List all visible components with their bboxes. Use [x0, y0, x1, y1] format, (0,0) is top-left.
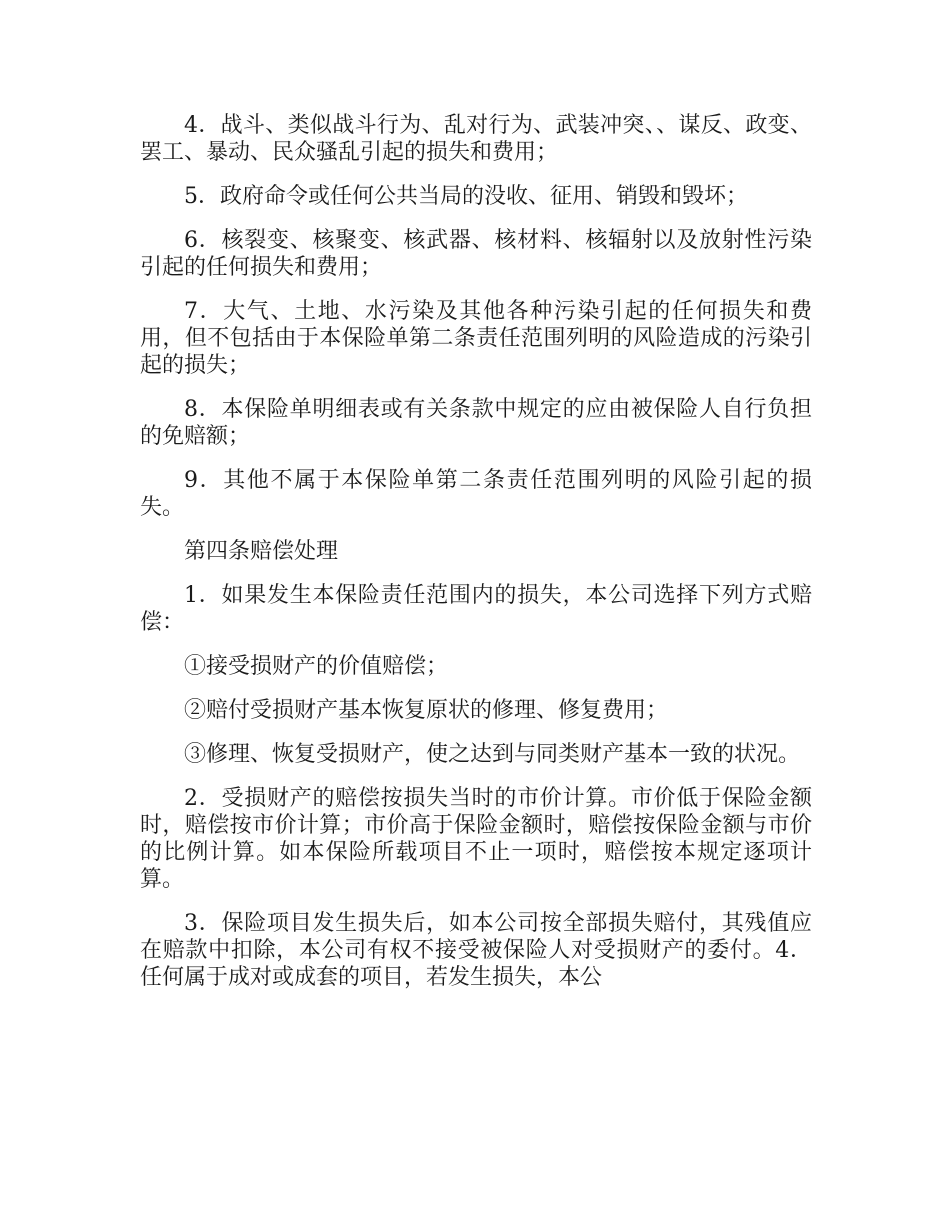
paragraph-exclusion-5: 5．政府命令或任何公共当局的没收、征用、销毁和毁坏；: [184, 184, 748, 209]
section-heading-article-4: 第四条赔偿处理: [184, 539, 339, 564]
paragraph-exclusion-7: 7．大气、土地、水污染及其他各种污染引起的任何损失和费用，但不包括由于本保险单第二条责任范围列明的风险造成的污染引起的损失；: [140, 299, 812, 378]
paragraph-claim-option-3: ③修理、恢复受损财产，使之达到与同类财产基本一致的状况。: [184, 742, 801, 767]
paragraph-claim-1: 1．如果发生本保险责任范围内的损失，本公司选择下列方式赔偿：: [140, 583, 812, 635]
paragraph-claim-3: 3．保险项目发生损失后，如本公司按全部损失赔付，其残值应在赔款中扣除，本公司有权不接受被保险人对受损财产的委付。4．任何属于成对或成套的项目，若发生损失，本公: [140, 911, 812, 990]
paragraph-exclusion-8: 8．本保险单明细表或有关条款中规定的应由被保险人自行负担的免赔额；: [140, 397, 812, 449]
document-body: [140, 112, 812, 1008]
paragraph-exclusion-9: 9．其他不属于本保险单第二条责任范围列明的风险引起的损失。: [140, 468, 812, 520]
paragraph-exclusion-6: 6．核裂变、核聚变、核武器、核材料、核辐射以及放射性污染引起的任何损失和费用；: [140, 228, 812, 280]
paragraph-exclusion-4: 4．战斗、类似战斗行为、乱对行为、武装冲突、、谋反、政变、罢工、暴动、民众骚乱引起的损失和费用；: [140, 113, 812, 165]
paragraph-claim-option-1: ①接受损财产的价值赔偿；: [184, 654, 449, 679]
paragraph-claim-2: 2．受损财产的赔偿按损失当时的市价计算。市价低于保险金额时，赔偿按市价计算；市价高于保险金额时，赔偿按保险金额与市价的比例计算。如本保险所载项目不止一项时，赔偿按本规定逐项计算。: [140, 786, 812, 892]
paragraph-claim-option-2: ②赔付受损财产基本恢复原状的修理、修复费用；: [184, 698, 669, 723]
